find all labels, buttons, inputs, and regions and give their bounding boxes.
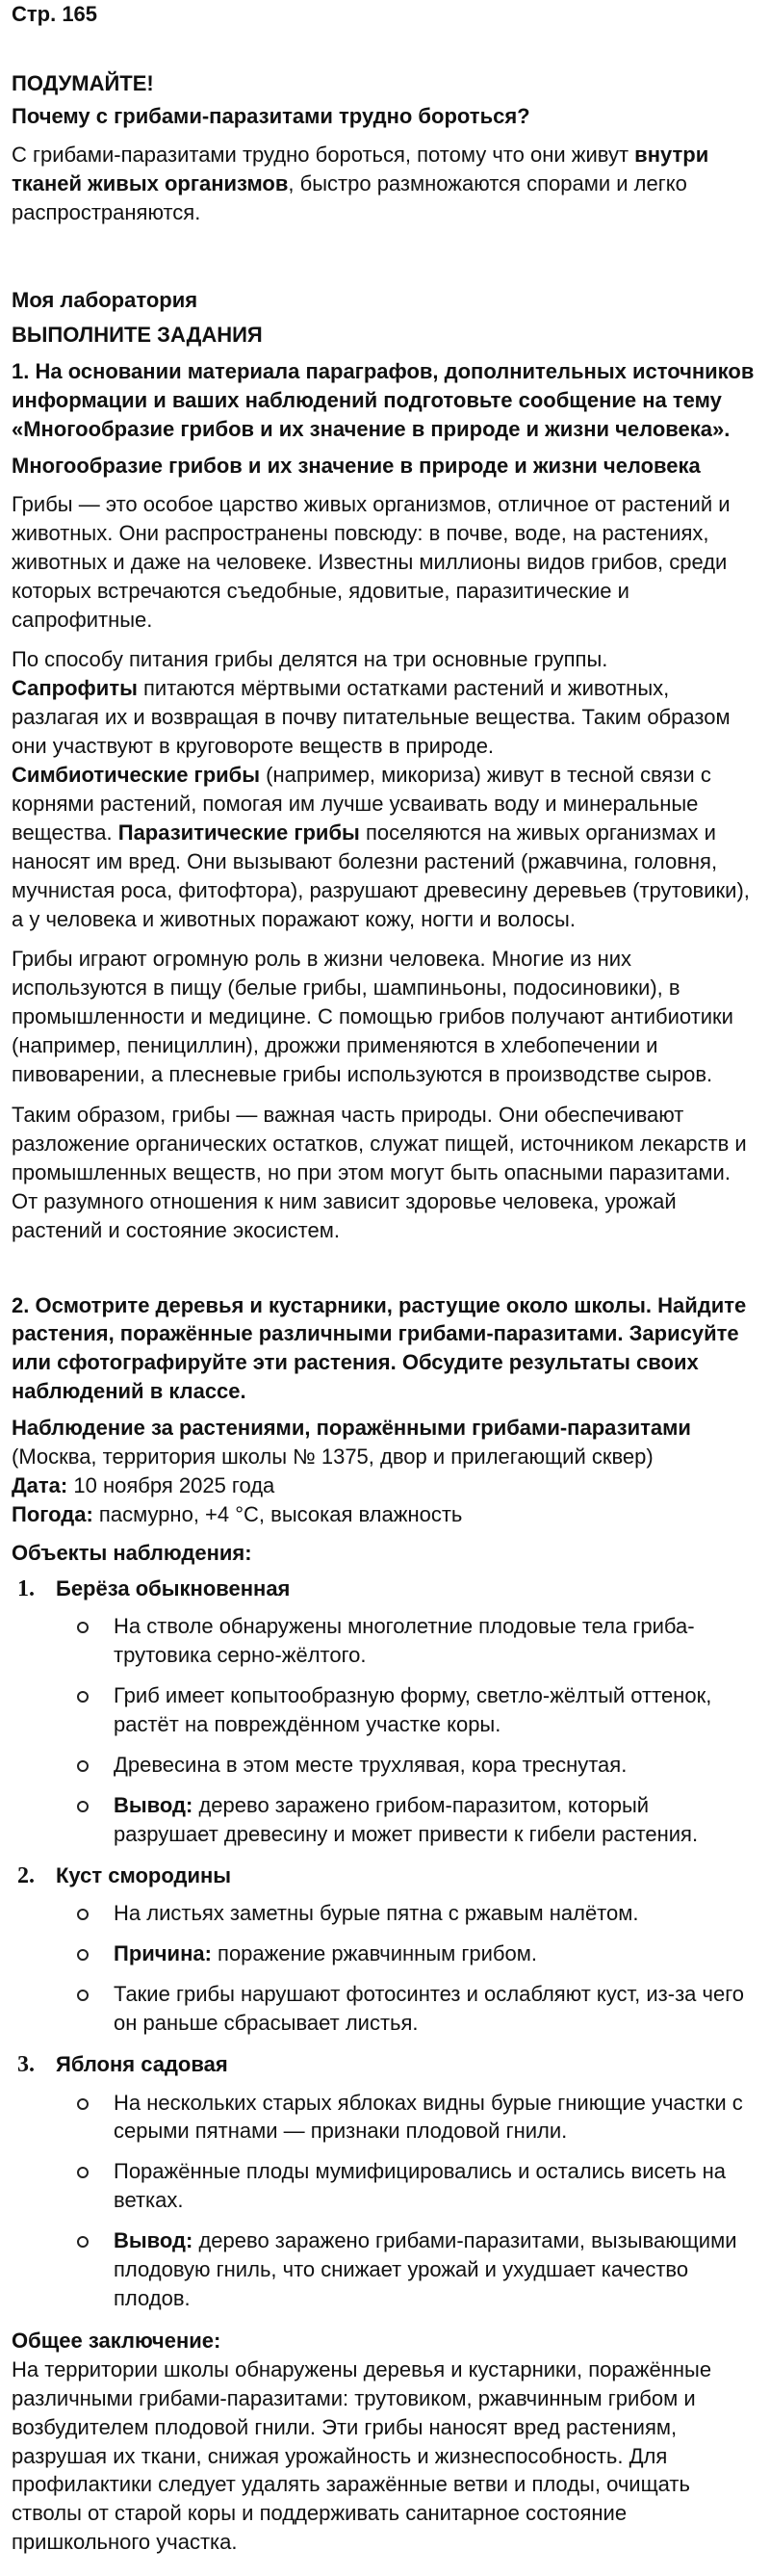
bullet-circle-icon [12,1612,114,1670]
point-body: Поражённые плоды мумифицировались и остались висеть на ветках. [114,2159,727,2213]
observation-object [12,1574,758,1849]
point-text [114,2089,758,2147]
object-number: 3. [17,2051,35,2077]
object-points [12,2089,758,2313]
bullet-circle-icon [12,2089,114,2147]
object-header [12,1574,758,1605]
list-item [12,1899,758,1928]
conclusion-text: На территории школы обнаружены деревья и кустарники, поражённые различными грибами-паразитами: трутовиком, ржавчинным грибом и возбудителем плодовой гнили. Эти грибы наносят вред растениям, разрушая их ткани, снижая урожайность и жизнеспособность. Для профилактики следует удалять заражённые ветви и плоды, очищать стволы от старой коры и поддерживать санитарное состояние пришкольного участка. [12,2356,712,2555]
bullet-circle-icon [12,1681,114,1739]
list-item [12,1612,758,1670]
lab-section [12,286,758,2557]
point-text [114,1612,758,1670]
observation-object [12,1860,758,2038]
observation-title: Наблюдение за растениями, поражёнными грибами-паразитами [12,1416,691,1441]
bullet-circle-icon [12,1980,114,2038]
object-name: Берёза обыкновенная [56,1575,291,1600]
observation-weather [12,1500,758,1529]
symbiotic-term: Симбиотические грибы [12,763,261,788]
point-label: Вывод: [114,2228,193,2253]
object-name: Яблоня садовая [56,2051,228,2076]
observation-location: (Москва, территория школы № 1375, двор и прилегающий сквер) [12,1444,654,1470]
point-body: Древесина в этом месте трухлявая, кора треснутая. [114,1752,628,1777]
object-header [12,1860,758,1892]
point-text [114,1899,758,1928]
point-body: Гриб имеет копытообразную форму, светло-жёлтый оттенок, растёт на повреждённом участке коры. [114,1683,712,1737]
list-item [12,1681,758,1739]
point-text [114,1681,758,1739]
task-1-text: 1. На основании материала параграфов, дополнительных источников информации и ваших наблюдений подготовьте сообщение на тему «Многообразие грибов и их значение в природе и жизни человека». [12,359,755,442]
page-number: Стр. 165 [12,2,98,26]
answer-bold: внутри тканей живых организмов [12,142,709,195]
point-text [114,2226,758,2313]
task-1-paragraph-1: Грибы — это особое царство живых организмов, отличное от растений и животных. Они распространены повсюду: в почве, воде, на растениях, животных и даже на человеке. Известны миллионы видов грибов, среди которых встречаются съедобные, ядовитые, паразитические и сапрофитные. [12,491,731,632]
objects-title: Объекты наблюдения: [12,1540,252,1565]
weather-value: пасмурно, +4 °С, высокая влажность [92,1501,463,1526]
list-item [12,1939,758,1968]
tasks-title: ВЫПОЛНИТЕ ЗАДАНИЯ [12,323,263,348]
list-item [12,2226,758,2313]
list-item [12,1791,758,1849]
think-question: Почему с грибами-паразитами трудно бороться? [12,103,530,128]
point-body: Такие грибы нарушают фотосинтез и ослабляют куст, из-за чего он раньше сбрасывает листья. [114,1982,744,2035]
point-text [114,1791,758,1849]
bullet-circle-icon [12,1939,114,1968]
observation-date [12,1471,758,1500]
symbiotic-text: (например, микориза) живут в тесной связи с корнями растений, помогая им лучше усваивать воду и минеральные вещества. [12,763,711,845]
saprophytes-text: питаются мёртвыми остатками растений и животных, разлагая их и возвращая в почву питательные вещества. Таким образом они участвуют в круговороте веществ в природе. [12,676,731,759]
list-item [12,2157,758,2215]
list-item [12,1980,758,2038]
object-number: 2. [17,1862,35,1888]
list-item [12,2089,758,2147]
bullet-circle-icon [12,1899,114,1928]
groups-intro: По способу питания грибы делятся на три основные группы. [12,647,608,672]
point-text [114,2157,758,2215]
point-label: Причина: [114,1941,212,1966]
date-label: Дата: [12,1472,68,1497]
object-points [12,1612,758,1848]
point-text [114,1939,758,1968]
observation-object [12,2049,758,2313]
point-body: На стволе обнаружены многолетние плодовые тела гриба-трутовика серно-жёлтого. [114,1614,695,1668]
object-points [12,1899,758,2038]
point-text [114,1751,758,1780]
date-value: 10 ноября 2025 года [67,1472,275,1497]
bullet-circle-icon [12,2157,114,2215]
point-body: дерево заражено грибом-паразитом, который разрушает древесину и может привести к гибели растения. [114,1792,699,1846]
weather-label: Погода: [12,1501,93,1526]
answer-text-end: , быстро размножаются спорами и легко распространяются. [12,170,687,224]
spacer [12,1257,758,1291]
point-body: поражение ржавчинным грибом. [211,1941,537,1966]
task-1-paragraph-4: Таким образом, грибы — важная часть природы. Они обеспечивают разложение органических остатков, служат пищей, источником лекарств и промышленных веществ, но при этом могут быть опасными паразитами. От разумного отношения к ним зависит здоровье человека, урожай растений и состояние экосистем. [12,1103,747,1242]
think-heading: ПОДУМАЙТЕ! [12,70,154,95]
object-name: Куст смородины [56,1862,232,1887]
task-1-paragraph-3: Грибы играют огромную роль в жизни человека. Многие из них используются в пищу (белые грибы, шампиньоны, подосиновики), в промышленности и медицине. С помощью грибов получают антибиотики (например, пенициллин), дрожжи применяются в хлебопечении и пивоварении, а плесневые грибы используются в производстве сыров. [12,947,733,1087]
parasitic-text: поселяются на живых организмах и наносят им вред. Они вызывают болезни растений (ржавчина, головня, мучнистая роса, фитофтора), разрушают древесину деревьев (трутовики), а у человека и животных поражают кожу, ногти и волосы. [12,820,750,931]
bullet-circle-icon [12,2226,114,2313]
task-1-paragraph-2 [12,645,758,933]
think-section [12,69,758,227]
object-number: 1. [17,1575,35,1601]
conclusion-title: Общее заключение: [12,2328,221,2353]
point-body: На листьях заметны бурые пятна с ржавым налётом. [114,1901,639,1926]
point-label: Вывод: [114,1792,193,1817]
point-body: На нескольких старых яблоках видны бурые гниющие участки с серыми пятнами — признаки плодовой гнили. [114,2090,743,2144]
point-text [114,1980,758,2038]
answer-text-start: С грибами-паразитами трудно бороться, потому что они живут [12,142,635,167]
bullet-circle-icon [12,1751,114,1780]
parasitic-term: Паразитические грибы [117,820,360,845]
think-answer [12,141,758,227]
task-1-subtitle: Многообразие грибов и их значение в природе и жизни человека [12,453,701,478]
list-item [12,1751,758,1780]
bullet-circle-icon [12,1791,114,1849]
point-body: дерево заражено грибами-паразитами, вызывающими плодовую гниль, что снижает урожай и ухудшает качество плодов. [114,2228,737,2310]
task-2-text: 2. Осмотрите деревья и кустарники, растущие около школы. Найдите растения, поражённые различными грибами-паразитами. Зарисуйте или сфотографируйте эти растения. Обсудите результаты своих наблюдений в классе. [12,1292,747,1404]
object-header [12,2049,758,2081]
lab-title: Моя лаборатория [12,288,198,313]
saprophytes-term: Сапрофиты [12,676,138,701]
